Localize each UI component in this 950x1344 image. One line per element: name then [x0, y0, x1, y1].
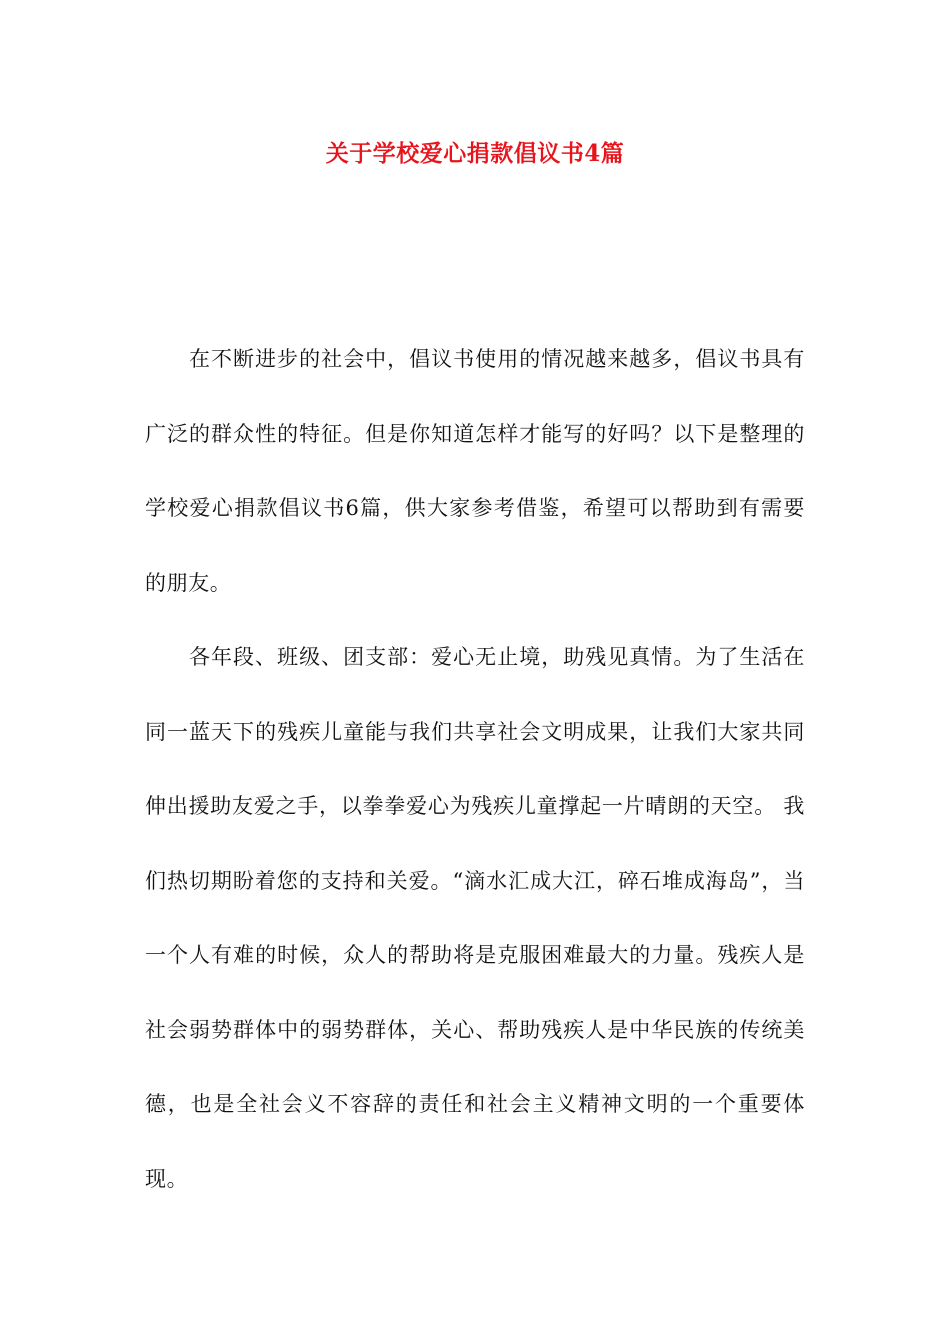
- document-title: 关于学校爱心捐款倡议书4篇: [325, 140, 625, 167]
- paragraph-appeal: 各年段、班级、团支部：爱心无止境，助残见真情。为了生活在同一蓝天下的残疾儿童能与我们共享社会文明成果，让我们大家共同伸出援助友爱之手，以拳拳爱心为残疾儿童撑起一片晴朗的天空。 我们热切期盼着您的支持和关爱。“滴水汇成大江，碎石堆成海岛”，当一个人有难的时候，众人的帮助将是克服困难最大的力量。残疾人是社会弱势群体中的弱势群体，关心、帮助残疾人是中华民族的传统美德，也是全社会义不容辞的责任和社会主义精神文明的一个重要体现。: [145, 645, 805, 1191]
- paragraph-intro: 在不断进步的社会中，倡议书使用的情况越来越多，倡议书具有广泛的群众性的特征。但是你知道怎样才能写的好吗？以下是整理的学校爱心捐款倡议书6篇，供大家参考借鉴，希望可以帮助到有需要的朋友。: [145, 347, 805, 595]
- document-body: [145, 322, 805, 1216]
